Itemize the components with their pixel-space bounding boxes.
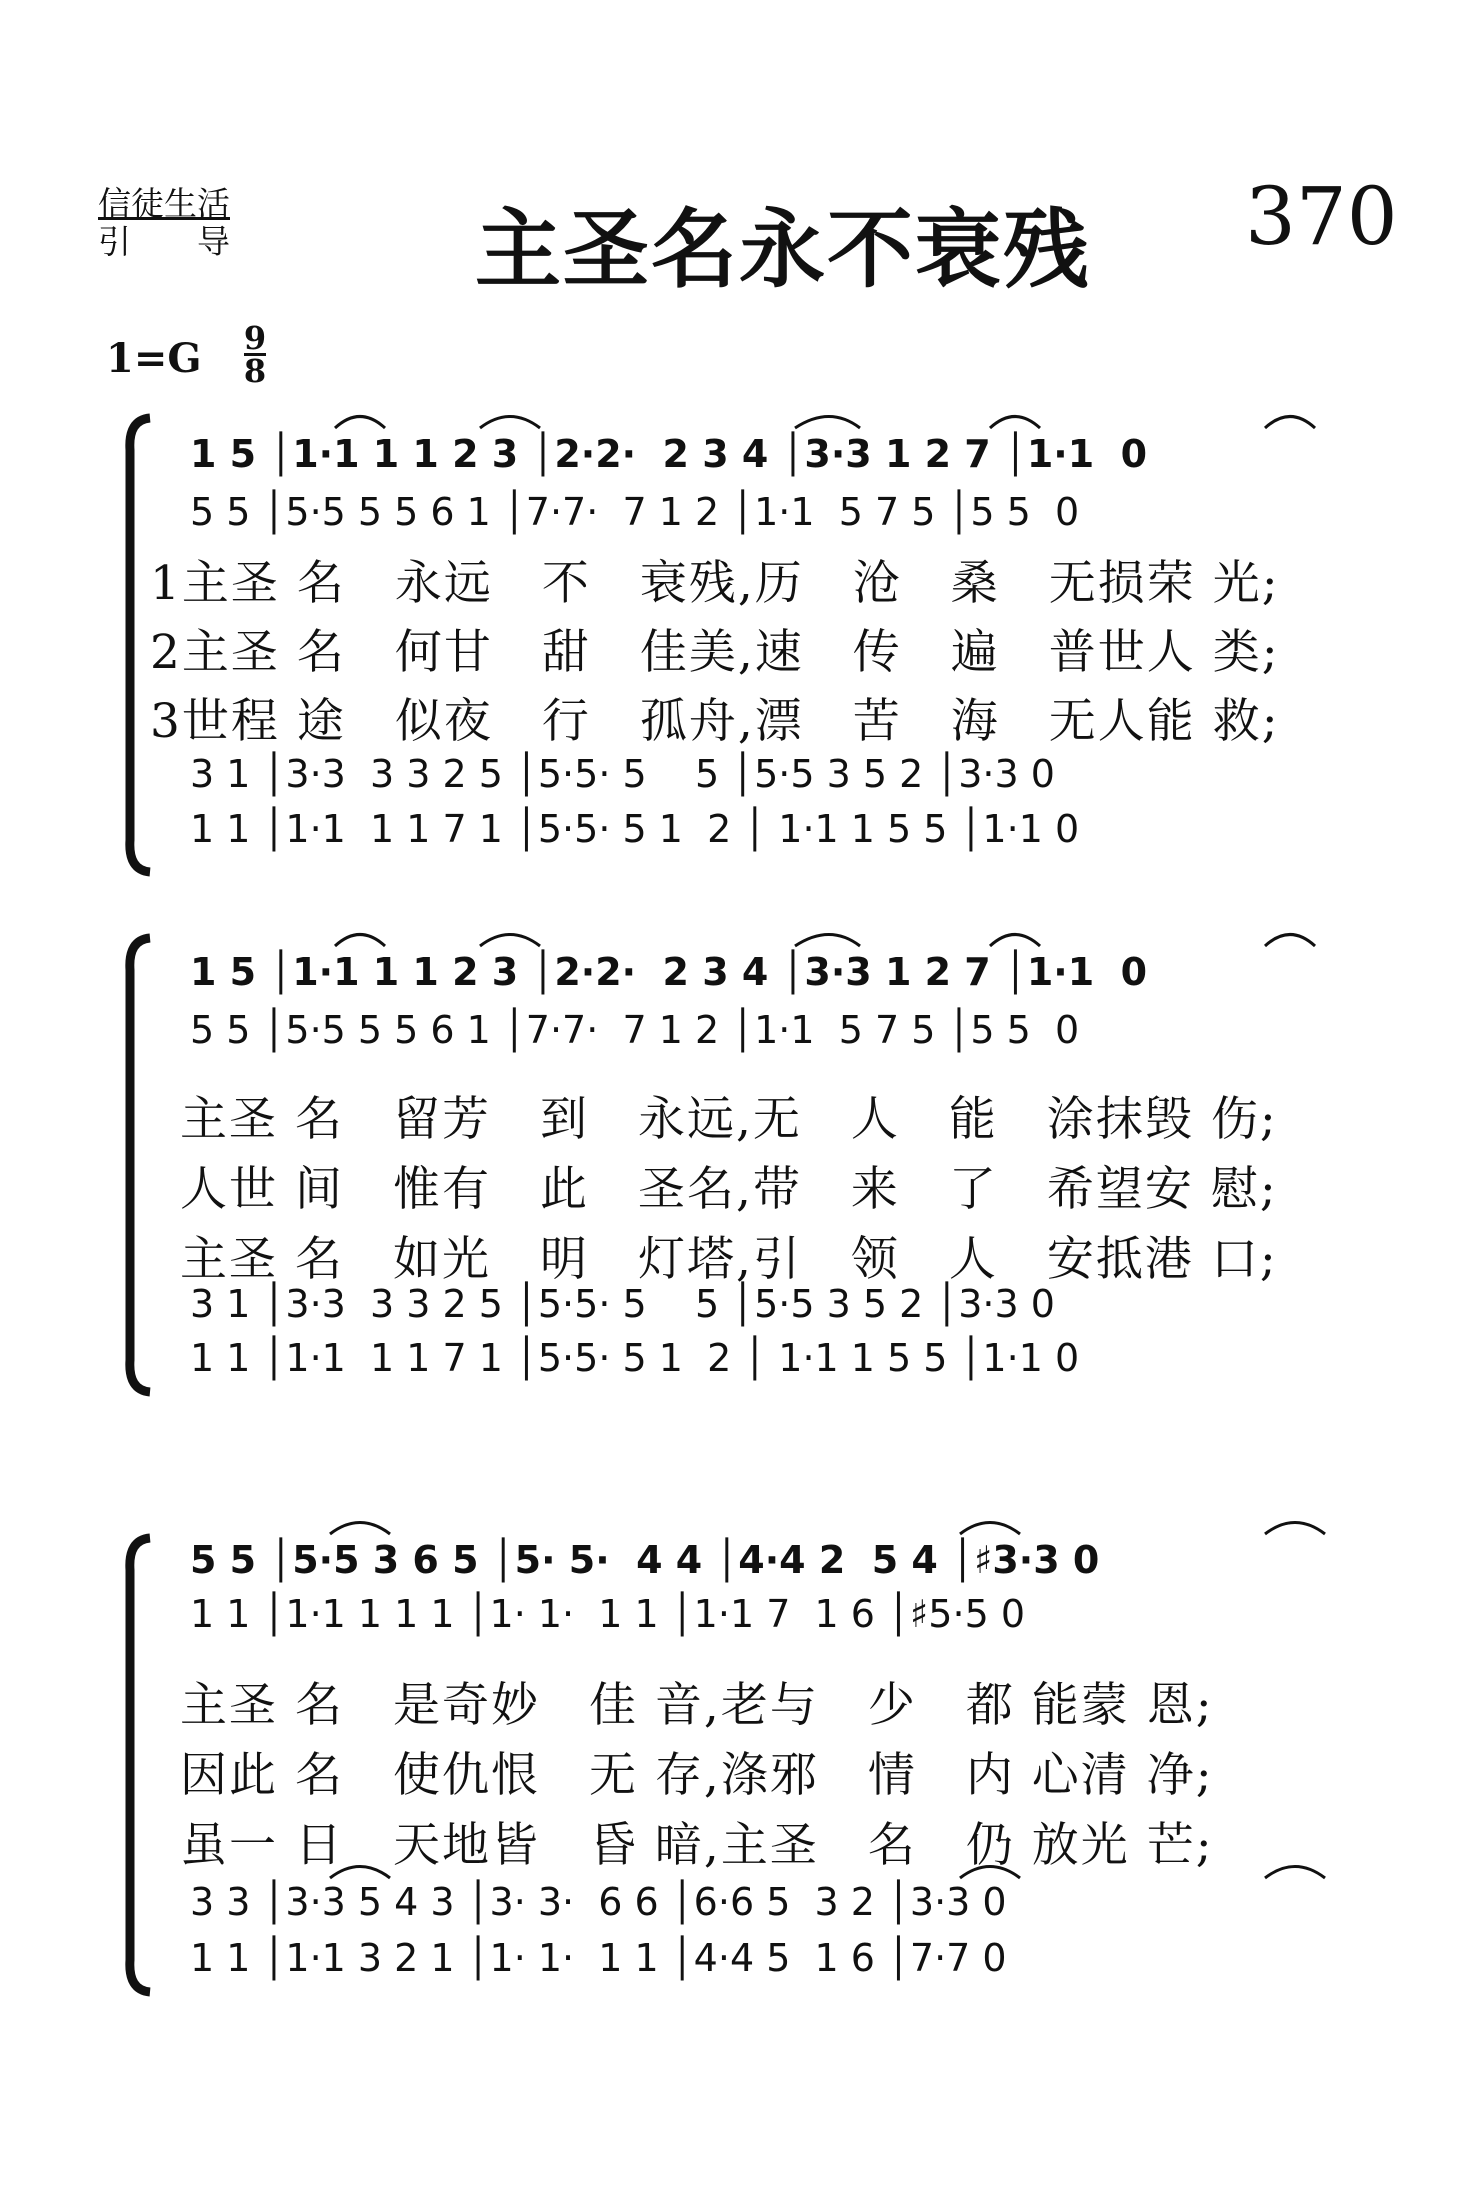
system-2-lyric-verse-1: 主圣 名 留芳 到 永远,无 人 能 涂抹毁 伤; <box>180 1092 1278 1147</box>
section-line-1: 信徒生活 <box>98 184 230 223</box>
system-2-tenor: 3 1 │3·3 3 3 2 5 │5·5· 5 5 │5·5 3 5 2 │3·3 0 <box>190 1282 1055 1326</box>
system-1-lyric-verse-3: 3世程 途 似夜 行 孤舟,漂 苦 海 无人能 救; <box>150 694 1280 749</box>
system-1-lyric-verse-2: 2主圣 名 何甘 甜 佳美,速 传 遍 普世人 类; <box>150 625 1280 680</box>
time-numerator: 9 <box>243 319 267 357</box>
section-line-2: 引 导 <box>98 222 230 261</box>
system-2-lyric-verse-3: 主圣 名 如光 明 灯塔,引 领 人 安抵港 口; <box>180 1232 1278 1287</box>
system-2-lyric-verse-2: 人世 间 惟有 此 圣名,带 来 了 希望安 慰; <box>180 1162 1278 1217</box>
system-1-alto: 5 5 │5·5 5 5 6 1 │7·7· 7 1 2 │1·1 5 7 5 │5 5 0 <box>190 490 1080 534</box>
system-3-lyric-verse-3: 虽一 日 天地皆 昏 暗,主圣 名 仍 放光 芒; <box>180 1818 1214 1873</box>
hymn-title: 主圣名永不衰残 <box>475 200 1091 300</box>
system-2-bass: 1 1 │1·1 1 1 7 1 │5·5· 5 1 2 │ 1·1 1 5 5 │1·1 0 <box>190 1336 1080 1380</box>
system-3-lyric-verse-1: 主圣 名 是奇妙 佳 音,老与 少 都 能蒙 恩; <box>180 1678 1214 1733</box>
hymn-number: 370 <box>1245 170 1398 263</box>
system-2-soprano: 1 5 │1·1 1 1 2 3 │2·2· 2 3 4 │3·3 1 2 7 │1·1 0 <box>190 950 1148 994</box>
hymnbook-section <box>98 185 230 261</box>
system-1-tenor: 3 1 │3·3 3 3 2 5 │5·5· 5 5 │5·5 3 5 2 │3·3 0 <box>190 752 1055 796</box>
system-3-brace <box>118 1530 168 2000</box>
system-3-soprano: 5 5 │5·5 3 6 5 │5· 5· 4 4 │4·4 2 5 4 │♯3·3 0 <box>190 1538 1100 1582</box>
system-3-tenor: 3 3 │3·3 5 4 3 │3· 3· 6 6 │6·6 5 3 2 │3·3 0 <box>190 1880 1007 1924</box>
time-signature <box>240 319 270 390</box>
system-2-brace <box>118 930 168 1400</box>
system-3-lyric-verse-2: 因此 名 使仇恨 无 存,涤邪 情 内 心清 净; <box>180 1748 1214 1803</box>
key-signature: 1=G <box>106 335 202 382</box>
system-3-bass: 1 1 │1·1 3 2 1 │1· 1· 1 1 │4·4 5 1 6 │7·7 0 <box>190 1936 1007 1980</box>
system-3-alto: 1 1 │1·1 1 1 1 │1· 1· 1 1 │1·1 7 1 6 │♯5·5 0 <box>190 1592 1025 1636</box>
system-1-lyric-verse-1: 1主圣 名 永远 不 衰残,历 沧 桑 无损荣 光; <box>150 556 1280 611</box>
system-1-bass: 1 1 │1·1 1 1 7 1 │5·5· 5 1 2 │ 1·1 1 5 5 │1·1 0 <box>190 807 1080 851</box>
time-denominator: 8 <box>243 352 267 390</box>
system-1-soprano: 1 5 │1·1 1 1 2 3 │2·2· 2 3 4 │3·3 1 2 7 │1·1 0 <box>190 432 1148 476</box>
system-2-alto: 5 5 │5·5 5 5 6 1 │7·7· 7 1 2 │1·1 5 7 5 │5 5 0 <box>190 1008 1080 1052</box>
